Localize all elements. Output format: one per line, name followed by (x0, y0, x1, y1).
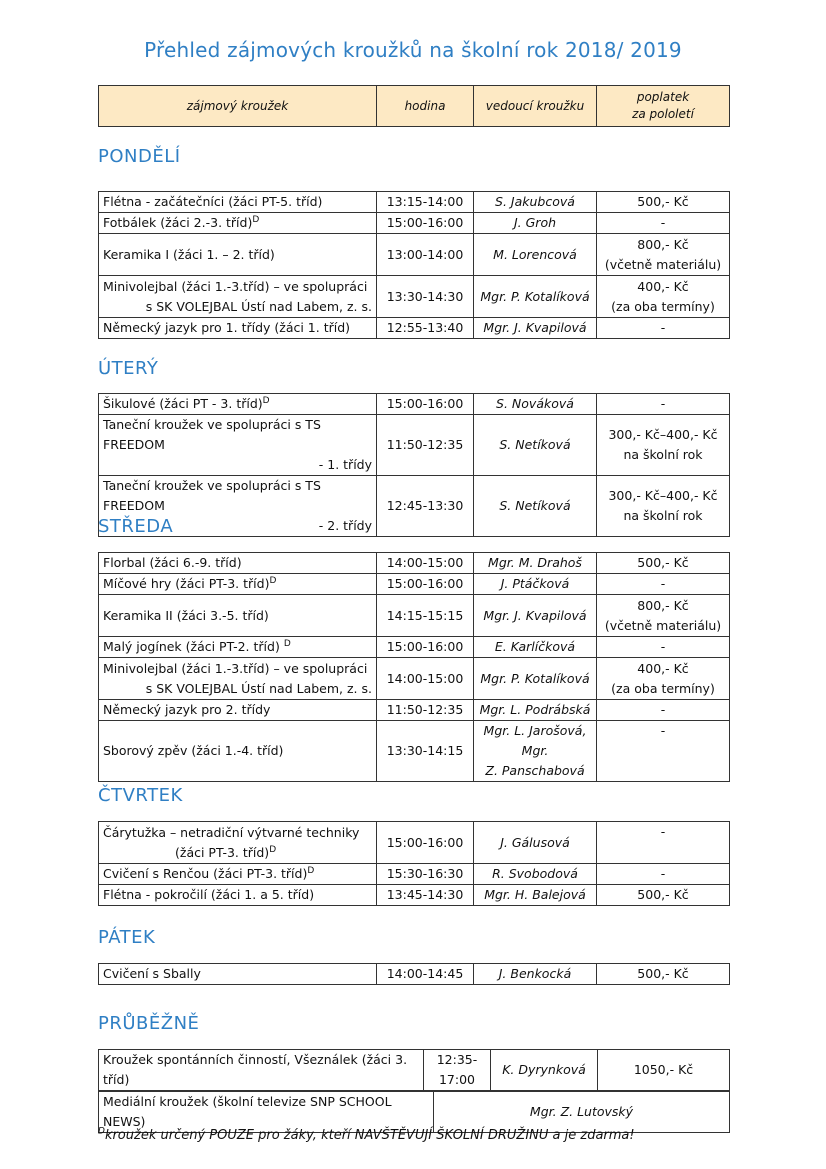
table-row: Kroužek spontánních činností, Všeználek (žáci 3. tříd) 12:35-17:00 K. Dyrynková 1050,- Kč (99, 1050, 730, 1091)
day-heading-friday: PÁTEK (98, 927, 156, 948)
header-leader: vedoucí kroužku (474, 86, 597, 127)
table-row: Taneční kroužek ve spolupráci s TS FREEDOM - 1. třídy 11:50-12:35 S. Netíková 300,- Kč–400,- Kč na školní rok (99, 415, 730, 476)
table-row: Florbal (žáci 6.-9. tříd) 14:00-15:00 Mgr. M. Drahoš 500,- Kč (99, 553, 730, 574)
tuesday-table (98, 393, 730, 537)
table-row: Taneční kroužek ve spolupráci s TS FREEDOM - 2. třídy 12:45-13:30 S. Netíková 300,- Kč–400,- Kč na školní rok (99, 476, 730, 537)
day-heading-wednesday: STŘEDA (98, 516, 174, 537)
day-heading-monday: PONDĚLÍ (98, 146, 181, 167)
table-row: Cvičení s Sbally 14:00-14:45 J. Benkocká 500,- Kč (99, 964, 730, 985)
footnote: $^D$kroužek určený POUZE pro žáky, kteří NAVŠTĚVUJÍ ŠKOLNÍ DRUŽINU a je zdarma! (98, 1126, 635, 1143)
ongoing-table-1 (98, 1049, 730, 1091)
header-fee: poplatek za pololetí (597, 86, 730, 127)
table-row: Čárytužka – netradiční výtvarné techniky (žáci PT-3. tříd)$^D$ 15:00-16:00 J. Gálusová - (99, 822, 730, 864)
ongoing-table-2 (98, 1091, 730, 1133)
table-row: Cvičení s Renčou (žáci PT-3. tříd)$^D$ 15:30-16:30 R. Svobodová - (99, 864, 730, 885)
thursday-table (98, 821, 730, 906)
table-row: Fotbálek (žáci 2.-3. tříd)$^D$ 15:00-16:00 J. Groh - (99, 213, 730, 234)
header-time: hodina (377, 86, 474, 127)
table-row: Malý jogínek (žáci PT-2. tříd) $^D$ 15:00-16:00 E. Karlíčková - (99, 637, 730, 658)
table-row: Minivolejbal (žáci 1.-3.tříd) – ve spolupráci s SK VOLEJBAL Ústí nad Labem, z. s. 13:30-14:30 Mgr. P. Kotalíková 400,- Kč (za oba termíny) (99, 276, 730, 318)
wednesday-table (98, 552, 730, 782)
day-heading-thursday: ČTVRTEK (98, 785, 183, 806)
table-row: Flétna - začátečníci (žáci PT-5. tříd) 13:15-14:00 S. Jakubcová 500,- Kč (99, 192, 730, 213)
table-row: Sborový zpěv (žáci 1.-4. tříd) 13:30-14:15 Mgr. L. Jarošová, Mgr. Z. Panschabová - (99, 721, 730, 782)
header-activity: zájmový kroužek (99, 86, 377, 127)
friday-table (98, 963, 730, 985)
monday-table (98, 191, 730, 339)
table-row: Keramika II (žáci 3.-5. tříd) 14:15-15:15 Mgr. J. Kvapilová 800,- Kč (včetně materiálu) (99, 595, 730, 637)
table-row: Flétna - pokročilí (žáci 1. a 5. tříd) 13:45-14:30 Mgr. H. Balejová 500,- Kč (99, 885, 730, 906)
day-heading-tuesday: ÚTERÝ (98, 358, 159, 379)
table-row: Keramika I (žáci 1. – 2. tříd) 13:00-14:00 M. Lorencová 800,- Kč (včetně materiálu) (99, 234, 730, 276)
header-table (98, 85, 730, 127)
table-row: Šikulové (žáci PT - 3. tříd)$^D$ 15:00-16:00 S. Nováková - (99, 394, 730, 415)
table-row: Mediální kroužek (školní televize SNP SCHOOL NEWS) Mgr. Z. Lutovský (99, 1092, 730, 1133)
table-row: Německý jazyk pro 1. třídy (žáci 1. tříd) 12:55-13:40 Mgr. J. Kvapilová - (99, 318, 730, 339)
page-title: Přehled zájmových kroužků na školní rok 2018/ 2019 (144, 38, 682, 62)
day-heading-ongoing: PRŮBĚŽNĚ (98, 1013, 200, 1034)
table-row: Německý jazyk pro 2. třídy 11:50-12:35 Mgr. L. Podrábská - (99, 700, 730, 721)
table-row: Míčové hry (žáci PT-3. tříd)$^D$ 15:00-16:00 J. Ptáčková - (99, 574, 730, 595)
table-row: Minivolejbal (žáci 1.-3.tříd) – ve spolupráci s SK VOLEJBAL Ústí nad Labem, z. s. 14:00-15:00 Mgr. P. Kotalíková 400,- Kč (za oba termíny) (99, 658, 730, 700)
